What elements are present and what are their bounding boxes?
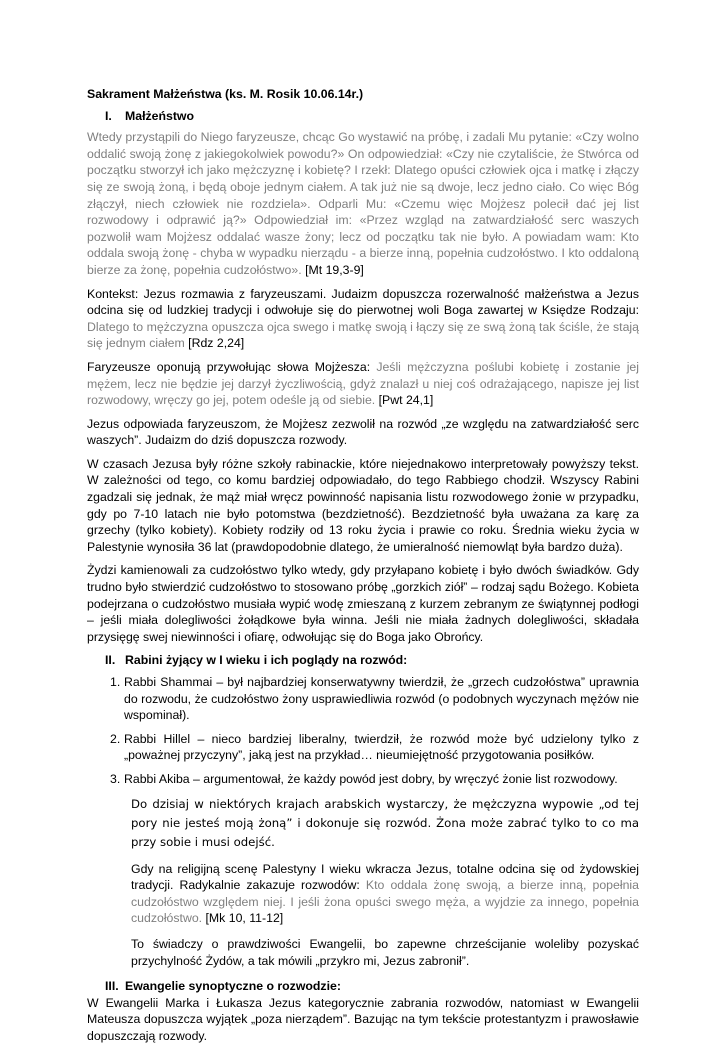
- section-number: II.: [105, 653, 116, 668]
- paragraph-mt-quote: [87, 129, 639, 278]
- paragraph-context: [87, 286, 639, 352]
- section-title: Ewangelie synoptyczne o rozwodzie:: [125, 979, 341, 994]
- indented-paragraph-arab-countries: Do dzisiaj w niektórych krajach arabskich wystarczy, że mężczyzna wypowie „od tej pory nie jesteś moją żoną” i dokonuje się rozwód. Żona może zabrać tylko to co ma przy sobie i musi odejść.: [131, 796, 639, 849]
- section-title: Małżeństwo: [125, 108, 195, 123]
- list-number: 1.: [110, 675, 121, 689]
- section-number: III.: [105, 979, 119, 994]
- quote-text: Dlatego to mężczyzna opuszcza ojca swego i matkę swoją i łączy się ze swą żoną tak ściśle, że stają się jednym ciałem: [87, 319, 639, 351]
- bible-reference: [Mk 10, 11-12]: [202, 911, 284, 926]
- document-title: Sakrament Małżeństwa (ks. M. Rosik 10.06.14r.): [87, 87, 364, 101]
- paragraph-text: Kontekst: Jezus rozmawia z faryzeuszami. Judaizm dopuszcza rozerwalność małżeństwa a Jezus odcina się od ludzkiej tradycji i odwołuje się do pierwotnej woli Boga zawartej w Księdze Rodzaju:: [87, 286, 639, 318]
- document-page: [87, 86, 639, 1052]
- paragraph-text: Gdy na religijną scenę Palestyny I wieku wkracza Jezus, totalne odcina się od żydowskiej tradycji. Radykalnie zakazuje rozwodów:: [131, 861, 639, 893]
- quote-text: Kto oddala żonę swoją, a bierze inną, popełnia cudzołóstwo względem niej. I jeśli żona opuści swego męża, a wyjdzie za innego, popełnia cudzołóstwo.: [131, 878, 639, 926]
- quote-text: Wtedy przystąpili do Niego faryzeusze, chcąc Go wystawić na próbę, i zadali Mu pytanie: «Czy wolno oddalić swoją żonę z jakiegokolwiek powodu?» On odpowiedział: «Czy nie czytaliście, że Stwórca od początku stworzył ich jako mężczyznę i kobietę? I rzekł: Dlatego opuści człowiek ojca i matkę i złączy się ze swoją żoną, i będą oboje jednym ciałem. A tak już nie są dwoje, lecz jedno ciało. Co więc Bóg złączył, niech człowiek nie rozdziela». Odparli Mu: «Czemu więc Mojżesz polecił dać jej list rozwodowy i odprawić ją?» Odpowiedział im: «Przez wzgląd na zatwardziałość serc waszych pozwolił wam Mojżesz oddalać wasze żony; lecz od początku tak nie było. A powiadam wam: Kto oddala swoją żonę - chyba w wypadku nierządu - a bierze inną, popełnia cudzołóstwo. I kto oddaloną bierze za żonę, popełnia cudzołóstwo».: [87, 130, 639, 277]
- section-heading-1: [105, 108, 639, 125]
- section-heading-2: [105, 652, 639, 669]
- bible-reference: [Mt 19,3-9]: [301, 262, 364, 277]
- paragraph-text: Faryzeusze oponują przywołując słowa Mojżesza:: [87, 359, 377, 374]
- rabbis-list: [87, 674, 639, 788]
- list-number: 2.: [110, 731, 121, 746]
- paragraph-synoptic-gospels: W Ewangelii Marka i Łukasza Jezus kategorycznie zabrania rozwodów, natomiast w Ewangelii Mateusza dopuszcza wyjątek „poza nierządem”. Bazując na tym tekście protestantyzm i prawosławie dopuszczają rozwody.: [87, 995, 639, 1043]
- list-item-text: Rabbi Akiba – argumentował, że każdy powód jest dobry, by wręczyć żonie list rozwodowy.: [124, 771, 618, 786]
- list-number: 3.: [110, 771, 121, 786]
- list-item-text: Rabbi Hillel – nieco bardziej liberalny, twierdził, że rozwód może być udzielony tylko z „poważnej przyczyny”, jaką jest na przykład… nieumiejętność przygotowania posiłków.: [124, 731, 639, 763]
- paragraph-rabbinic-schools: W czasach Jezusa były różne szkoły rabinackie, które niejednakowo interpretowały powyższy tekst. W zależności od tego, co komu bardziej odpowiadało, do tego Rabbiego chodził. Wszyscy Rabini zgadzali się jednak, że mąż miał wręcz powinność napisania listu rozwodowego żonie w przypadku, gdy po 7-10 latach nie było potomstwa (bezdzietność). Bezdzietność była uważana za karę za grzechy (tylko kobiety). Kobiety rodziły od 13 roku życia i prawie co roku. Średnia wieku życia w Palestynie wynosiła 36 lat (prawdopodobnie dlatego, że umieralność niemowląt była bardzo duża).: [87, 456, 639, 554]
- paragraph-adultery: Żydzi kamienowali za cudzołóstwo tylko wtedy, gdy przyłapano kobietę i było dwóch świadków. Gdy trudno było stwierdzić cudzołóstwo to stosowano próbę „gorzkich ziół” – rodzaj sądu Bożego. Kobieta podejrzana o cudzołóstwo musiała wypić wodę zmieszaną z kurzem zebranym ze świątynnej podłogi – jeśli miała dolegliwości żołądkowe była winna. Jeśli nie miała żadnych dolegliwości, składała przysięgę swej niewinności i ofiarę, odwołując się do Boga jako Obrońcy.: [87, 563, 639, 644]
- list-item: [87, 771, 639, 788]
- indented-paragraph-truth: To świadczy o prawdziwości Ewangelii, bo zapewne chrześcijanie woleliby pozyskać przychylność Żydów, a tak mówili „przykro mi, Jezus zabronił”.: [131, 936, 639, 968]
- section-number: I.: [105, 108, 112, 123]
- bible-reference: [Rdz 2,24]: [184, 336, 245, 351]
- paragraph-pharisees: [87, 359, 639, 409]
- paragraph-jesus-answer: Jezus odpowiada faryzeuszom, że Mojżesz zezwolił na rozwód „ze względu na zatwardziałość serc waszych”. Judaizm do dziś dopuszcza rozwody.: [87, 416, 639, 448]
- section-heading-3: [105, 978, 639, 995]
- indented-paragraph-jesus-forbids: [131, 861, 639, 927]
- list-item: [87, 674, 639, 724]
- list-item: [87, 731, 639, 764]
- quote-text: Jeśli mężczyzna poślubi kobietę i zostanie jej mężem, lecz nie będzie jej darzył życzliwością, gdyż znalazł u niej coś odrażającego, napisze jej list rozwodowy, wręczy go jej, potem odeśle ją od siebie.: [87, 359, 640, 408]
- section-title: Rabini żyjący w I wieku i ich poglądy na rozwód:: [125, 653, 408, 668]
- bible-reference: [Pwt 24,1]: [375, 393, 434, 408]
- list-item-text: Rabbi Shammai – był najbardziej konserwatywny twierdził, że „grzech cudzołóstwa” uprawnia do rozwodu, że cudzołóstwo żony usprawiedliwia rozwód (o podobnych wyczynach mężów nie wspominał).: [124, 675, 639, 723]
